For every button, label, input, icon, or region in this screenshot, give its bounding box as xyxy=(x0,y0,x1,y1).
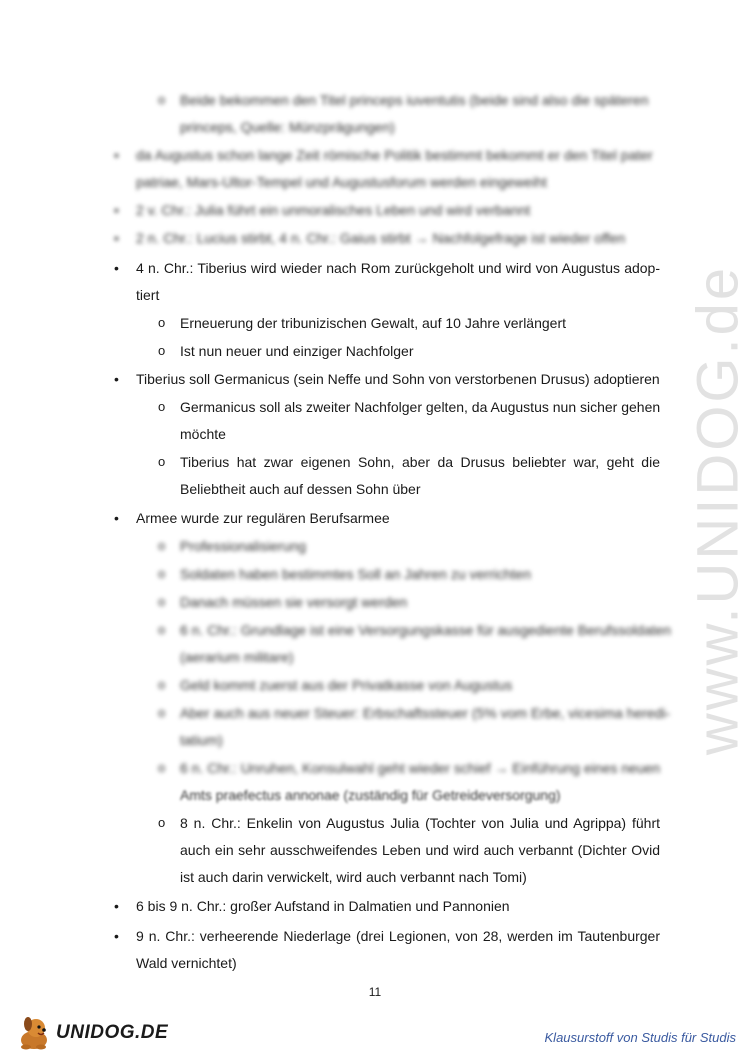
sub-bullet-marker: o xyxy=(158,399,166,414)
sub-bullet-marker: o xyxy=(158,538,166,553)
bullet-marker: • xyxy=(114,230,119,246)
blurred-text-line: Professionalisierung xyxy=(180,538,307,554)
bullet-marker: • xyxy=(114,928,119,944)
sub-bullet-marker: o xyxy=(158,92,166,107)
sub-bullet-marker: o xyxy=(158,343,166,358)
sub-bullet-marker: o xyxy=(158,760,166,775)
body-text-line: 9 n. Chr.: verheerende Niederlage (drei Legionen, von 28, werden im Tautenburger xyxy=(136,928,660,944)
bullet-marker: • xyxy=(114,510,119,526)
blurred-text-line: 6 n. Chr.: Grundlage ist eine Versorgungskasse für ausgediente Berufssoldaten xyxy=(180,622,672,638)
blurred-text-line: Soldaten haben bestimmtes Soll an Jahren zu verrichten xyxy=(180,566,531,582)
body-text-line: ist auch darin verwickelt, wird auch verbannt nach Tomi) xyxy=(180,869,527,885)
body-text-line: Ist nun neuer und einziger Nachfolger xyxy=(180,343,414,359)
body-text-line: Tiberius hat zwar eigenen Sohn, aber da Drusus beliebter war, geht die xyxy=(180,454,660,470)
body-text-line: Germanicus soll als zweiter Nachfolger gelten, da Augustus nun sicher gehen xyxy=(180,399,661,415)
sub-bullet-marker: o xyxy=(158,815,166,830)
body-text-line: tiert xyxy=(136,287,160,303)
unidog-logo[interactable] xyxy=(14,1014,169,1052)
blurred-text-line: tatium) xyxy=(180,732,223,748)
blurred-text-line: (aerarium militare) xyxy=(180,649,294,665)
body-text-line: Armee wurde zur regulären Berufsarmee xyxy=(136,510,390,526)
blurred-text-line: patriae, Mars-Ultor-Tempel und Augustusforum werden eingeweiht xyxy=(136,174,547,190)
blurred-text-line: Beide bekommen den Titel princeps iuventutis (beide sind also die späteren xyxy=(180,92,649,108)
bullet-marker: • xyxy=(114,260,119,276)
body-text-line: Tiberius soll Germanicus (sein Neffe und Sohn von verstorbenen Drusus) adoptieren xyxy=(136,371,660,387)
footer-tagline: Klausurstoff von Studis für Studis xyxy=(544,1030,736,1045)
sub-bullet-marker: o xyxy=(158,594,166,609)
body-text-line: Wald vernichtet) xyxy=(136,955,237,971)
body-text-line: auch ein sehr ausschweifendes Leben und wird auch verbannt (Dichter Ovid xyxy=(180,842,660,858)
bullet-marker: • xyxy=(114,202,119,218)
blurred-text-line: da Augustus schon lange Zeit römische Politik bestimmt bekommt er den Titel pater xyxy=(136,147,653,163)
body-text-line: 8 n. Chr.: Enkelin von Augustus Julia (Tochter von Julia und Agrippa) führt xyxy=(180,815,660,831)
blurred-text-line: 2 n. Chr.: Lucius stirbt, 4 n. Chr.: Gaius stirbt → Nachfolgefrage ist wieder offen xyxy=(136,230,626,246)
bullet-marker: • xyxy=(114,371,119,387)
sub-bullet-marker: o xyxy=(158,622,166,637)
page-number: 11 xyxy=(368,985,382,999)
logo-text: UNIDOG.DE xyxy=(56,1022,169,1043)
blurred-text-line: Geld kommt zuerst aus der Privatkasse von Augustus xyxy=(180,677,513,693)
blurred-text-line: 6 n. Chr.: Unruhen, Konsulwahl geht wieder schief → Einführung eines neuen xyxy=(180,760,661,776)
bullet-marker: • xyxy=(114,147,119,163)
blurred-text-line: Danach müssen sie versorgt werden xyxy=(180,594,408,610)
body-text-line: möchte xyxy=(180,426,226,442)
body-text-line: Erneuerung der tribunizischen Gewalt, auf 10 Jahre verlängert xyxy=(180,315,566,331)
sub-bullet-marker: o xyxy=(158,677,166,692)
body-text-line: 4 n. Chr.: Tiberius wird wieder nach Rom zurückgeholt und wird von Augustus adop- xyxy=(136,260,660,276)
blurred-text-line: 2 v. Chr.: Julia führt ein unmoralisches Leben und wird verbannt xyxy=(136,202,531,218)
blurred-text-line: princeps, Quelle: Münzprägungen) xyxy=(180,119,395,135)
watermark: www.UNIDOG.de xyxy=(685,264,750,756)
dog-icon xyxy=(14,1014,54,1052)
body-text-line: 6 bis 9 n. Chr.: großer Aufstand in Dalmatien und Pannonien xyxy=(136,898,510,914)
blurred-text-line: Amts praefectus annonae (zuständig für Getreideversorgung) xyxy=(180,787,561,803)
bullet-marker: • xyxy=(114,898,119,914)
sub-bullet-marker: o xyxy=(158,315,166,330)
sub-bullet-marker: o xyxy=(158,705,166,720)
sub-bullet-marker: o xyxy=(158,566,166,581)
body-text-line: Beliebtheit auch auf dessen Sohn über xyxy=(180,481,421,497)
blurred-text-line: Aber auch aus neuer Steuer: Erbschaftssteuer (5% vom Erbe, vicesima heredi- xyxy=(180,705,671,721)
sub-bullet-marker: o xyxy=(158,454,166,469)
